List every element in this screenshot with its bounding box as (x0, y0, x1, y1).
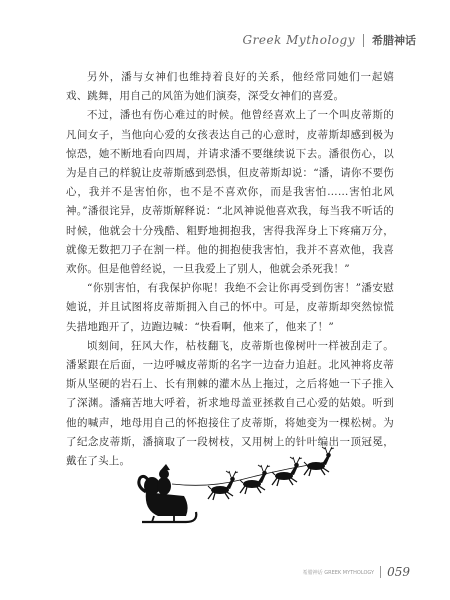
paragraph: 顷刻间，狂风大作，枯枝翻飞，皮蒂斯也像树叶一样被刮走了。潘紧跟在后面，一边呼喊皮蒂斯的名字一边奋力追赶。北风神将皮蒂斯从坚硬的岩石上、长有荆棘的灌木丛上拖过，之后将她一下子推入了深渊。潘痛苦地大呼着，祈求地母盖亚拯救自己心爱的姑娘。听到他的喊声，地母用自己的怀抱接住了皮蒂斯，将她变为一棵松树。为了纪念皮蒂斯，潘摘取了一段树枝，又用树上的针叶编出一顶冠冕，戴在了头上。 (66, 339, 394, 468)
paragraph: “你别害怕，有我保护你呢！我绝不会让你再受到伤害！”潘安慰她说，并且试图将皮蒂斯拥入自己的怀中。可是，皮蒂斯却突然惊慌失措地跑开了，边跑边喊：“快看啊，他来了，他来了！” (66, 282, 394, 333)
reindeer-icon (208, 471, 238, 500)
header-title-en: Greek Mythology (242, 33, 355, 47)
article-body (66, 68, 394, 471)
reindeer-icon (240, 465, 270, 494)
paragraph: 不过，潘也有伤心难过的时候。他曾经喜欢上了一个叫皮蒂斯的凡间女子，当他向心爱的女孩表达自己的心意时，皮蒂斯却感到极为惊恐，她不断地看向四周，并请求潘不要继续说下去。潘很伤心，以为是自己的样貌让皮蒂斯感到恐惧，但皮蒂斯却说：“潘，请你不要伤心，我并不是害怕你，也不是不喜欢你，而是我害怕……害怕北风神。”潘很诧异，皮蒂斯解释说：“北风神说他喜欢我，每当我不听话的时候，他就会十分残酷、粗野地拥抱我，害得我浑身上下疼痛万分，就像无数把刀子在割一样。他的拥抱使我害怕，我并不喜欢他，我喜欢你。但是他曾经说，一旦我爱上了别人，他就会杀死我！” (66, 109, 394, 276)
footer-divider (380, 566, 381, 578)
paragraph: 另外，潘与女神们也维持着良好的关系，他经常同她们一起嬉戏、跳舞，用自己的风笛为她们演奏，深受女神们的喜爱。 (66, 71, 394, 103)
header-divider (363, 34, 364, 47)
footer-series-text: 希腊神话 GREEK MYTHOLOGY (302, 569, 375, 576)
reindeer-icon (304, 447, 334, 476)
header-title-zh: 希腊神话 (372, 34, 416, 47)
running-header (243, 32, 416, 48)
page-footer (303, 565, 410, 579)
santa-sleigh-illustration (128, 444, 353, 530)
page-number: 059 (387, 565, 410, 579)
